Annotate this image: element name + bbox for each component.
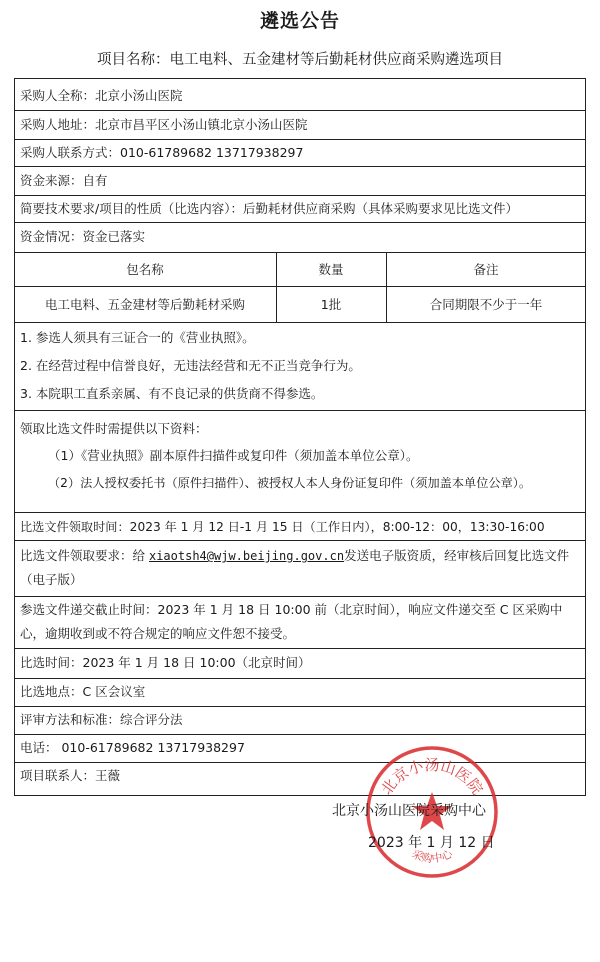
collection-requirement <box>20 544 580 592</box>
row-divider <box>14 110 586 111</box>
row-divider <box>14 222 586 223</box>
collection-time: 比选文件领取时间：2023 年 1 月 12 日-1 月 15 日（工作日内），8:00-12：00，13:30-16:00 <box>20 520 545 534</box>
purchaser-address: 采购人地址：北京市昌平区小汤山镇北京小汤山医院 <box>20 117 308 132</box>
selection-location: 比选地点：C 区会议室 <box>20 684 146 699</box>
table-cell-quantity: 1批 <box>320 297 342 312</box>
documents-intro: 领取比选文件时需提供以下资料： <box>20 421 208 436</box>
row-divider <box>14 734 586 735</box>
evaluation-method: 评审方法和标准：综合评分法 <box>20 712 183 727</box>
fund-status: 资金情况：资金已落实 <box>20 229 146 244</box>
contact-person: 项目联系人：王薇 <box>20 768 121 783</box>
row-divider <box>14 706 586 707</box>
signature-org: 北京小汤山医院采购中心 <box>332 803 486 819</box>
seal-text-top: 北京小汤山医院 <box>377 756 487 799</box>
row-divider <box>14 678 586 679</box>
collection-req-suffix: 发送电子版资质，经审核后回复比选文件（电子版） <box>20 548 570 587</box>
signature-date: 2023 年 1 月 12 日 <box>368 835 495 851</box>
row-divider <box>14 139 586 140</box>
selection-time: 比选时间：2023 年 1 月 18 日 10:00（北京时间） <box>20 655 311 670</box>
contact-phone: 电话： 010-61789682 13717938297 <box>20 740 245 755</box>
table-cell-remark: 合同期限不少于一年 <box>429 297 543 312</box>
table-cell-package: 电工电料、五金建材等后勤耗材采购 <box>44 297 245 312</box>
purchaser-name: 采购人全称：北京小汤山医院 <box>20 88 183 103</box>
row-divider <box>14 195 586 196</box>
document-item: （1）《营业执照》副本原件扫描件或复印件（须加盖本单位公章）。 <box>48 448 419 463</box>
row-divider <box>14 648 586 649</box>
row-divider <box>14 596 586 597</box>
seal-text-bottom: 采购中心 <box>409 847 455 866</box>
table-header-remark: 备注 <box>473 262 499 277</box>
qualification-item: 2. 在经营过程中信誉良好，无违法经营和无不正当竞争行为。 <box>20 358 361 373</box>
row-divider <box>14 322 586 323</box>
row-divider <box>14 540 586 541</box>
page-title: 遴选公告 <box>259 10 340 32</box>
qualification-item: 1. 参选人须具有三证合一的《营业执照》。 <box>20 330 255 345</box>
qualification-item: 3. 本院职工直系亲属、有不良记录的供货商不得参选。 <box>20 386 324 401</box>
row-divider <box>14 252 586 253</box>
email-link[interactable]: xiaotsh4@wjw.beijing.gov.cn <box>148 549 345 563</box>
row-divider <box>14 410 586 411</box>
project-name: 项目名称：电工电料、五金建材等后勤耗材供应商采购遴选项目 <box>97 52 503 68</box>
table-header-package: 包名称 <box>126 262 164 277</box>
collection-req-prefix: 比选文件领取要求：给 <box>20 548 149 563</box>
purchaser-contact: 采购人联系方式：010-61789682 13717938297 <box>20 145 304 160</box>
row-divider <box>14 166 586 167</box>
table-header-quantity: 数量 <box>318 262 344 277</box>
tech-requirements: 简要技术要求/项目的性质（比选内容）：后勤耗材供应商采购（具体采购要求见比选文件） <box>20 201 518 216</box>
row-divider <box>14 286 586 287</box>
fund-source: 资金来源：自有 <box>20 173 108 188</box>
submission-deadline: 参选文件递交截止时间：2023 年 1 月 18 日 10:00 前（北京时间），响应文件递交至 C 区采购中心，逾期收到或不符合规定的响应文件恕不接受。 <box>20 602 563 641</box>
document-item: （2）法人授权委托书（原件扫描件）、被授权人本人身份证复印件（须加盖本单位公章）。 <box>48 476 532 490</box>
row-divider <box>14 512 586 513</box>
